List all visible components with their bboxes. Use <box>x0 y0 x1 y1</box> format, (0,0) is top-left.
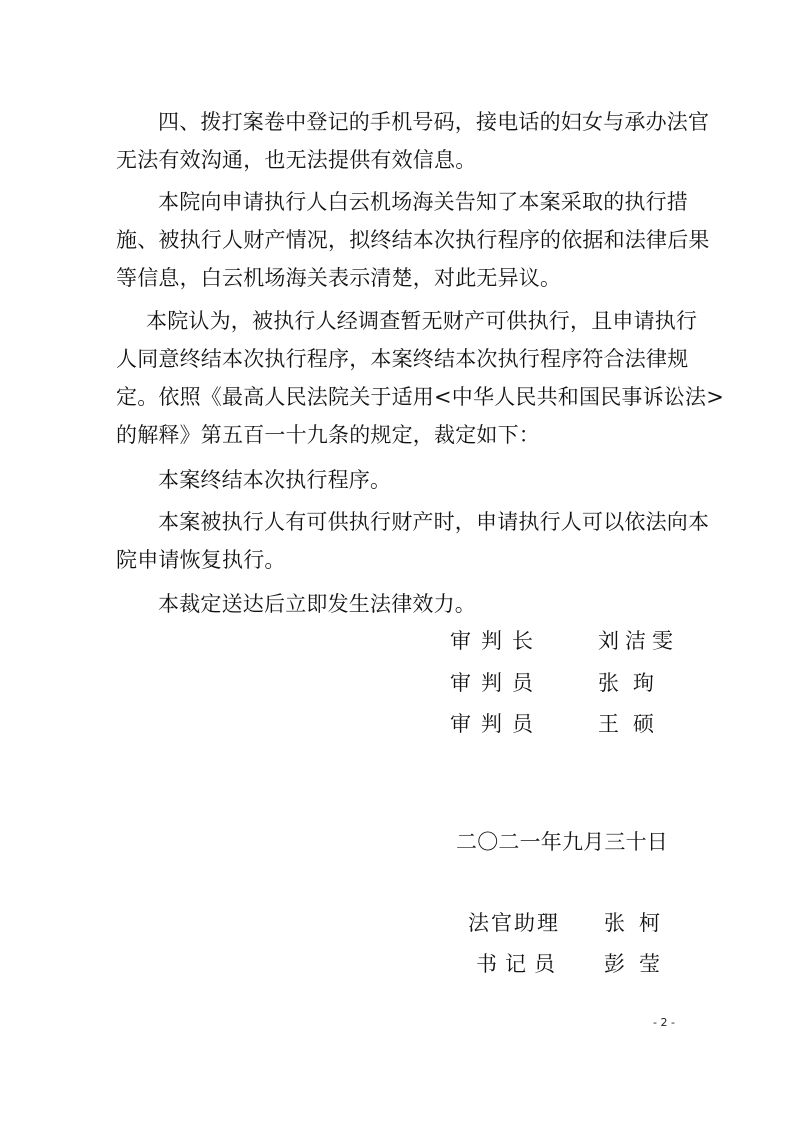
signature-name: 彭莹 <box>604 952 674 976</box>
signature-judge <box>450 669 680 697</box>
paragraph-line: 的解释》第五百一十九条的规定，裁定如下： <box>116 423 540 447</box>
signature-clerk <box>476 950 688 978</box>
signature-name: 王硕 <box>598 712 668 736</box>
paragraph-line: 院申请恢复执行。 <box>116 548 286 572</box>
signature-role: 审判员 <box>450 712 543 736</box>
signature-name: 刘洁雯 <box>598 629 679 653</box>
signature-role: 审判长 <box>450 629 543 653</box>
paragraph-line: 本院认为，被执行人经调查暂无财产可供执行，且申请执行 <box>146 309 698 333</box>
paragraph-line: 本案终结本次执行程序。 <box>158 468 392 492</box>
paragraph-line: 人同意终结本次执行程序，本案终结本次执行程序符合法律规 <box>116 347 689 371</box>
signature-judge <box>450 710 680 738</box>
paragraph-line: 等信息，白云机场海关表示清楚，对此无异议。 <box>116 266 562 290</box>
paragraph-line: 本裁定送达后立即发生法律效力。 <box>158 592 476 616</box>
signature-role: 书记员 <box>476 952 563 976</box>
signature-role: 审判员 <box>450 671 543 695</box>
paragraph-line: 无法有效沟通，也无法提供有效信息。 <box>116 148 477 172</box>
paragraph-line: 四、拨打案卷中登记的手机号码，接电话的妇女与承办法官 <box>158 110 710 134</box>
signature-role: 法官助理 <box>468 911 560 935</box>
signature-chief-judge <box>450 627 680 655</box>
page-number: - 2 - <box>653 1016 675 1029</box>
signature-name: 张柯 <box>604 911 674 935</box>
paragraph-line: 定。依照《最高人民法院关于适用<中华人民共和国民事诉讼法> <box>116 385 724 409</box>
signature-name: 张珣 <box>598 671 668 695</box>
paragraph-line: 施、被执行人财产情况，拟终结本次执行程序的依据和法律后果 <box>116 228 710 252</box>
paragraph-line: 本案被执行人有可供执行财产时，申请执行人可以依法向本 <box>158 510 710 534</box>
paragraph-line: 本院向申请执行人白云机场海关告知了本案采取的执行措 <box>158 190 688 214</box>
signature-judicial-assistant <box>468 909 688 937</box>
ruling-date: 二〇二一年九月三十日 <box>456 830 668 854</box>
